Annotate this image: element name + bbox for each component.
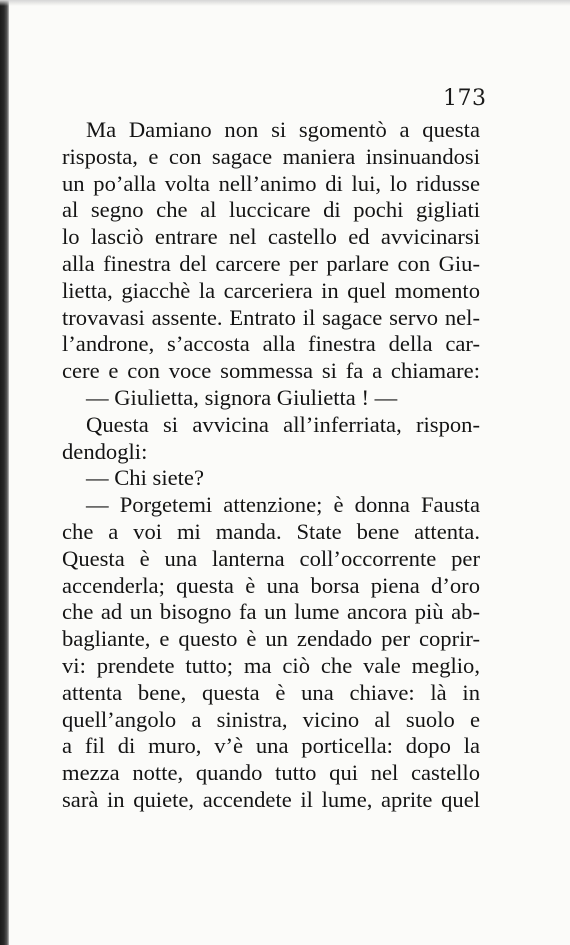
text-line: Questa è una lanterna coll’occorrente per [62, 545, 480, 571]
text-line: sarà in quiete, accendete il lume, aprite quel [62, 786, 480, 812]
text-line: risposta, e con sagace maniera insinuandosi [62, 143, 480, 169]
dialogue-line: — Chi siete? [86, 465, 204, 491]
dialogue-line: — Porgetemi attenzione; è donna Fausta [86, 492, 480, 518]
dialogue-line: — Giulietta, signora Giulietta ! — [86, 384, 398, 410]
text-line: vi: prendete tutto; ma ciò che vale meglio, [62, 652, 480, 678]
text-line: a fil di muro, v’è una porticella: dopo la [62, 733, 480, 759]
text-line: Questa si avvicina all’inferriata, rispon- [86, 411, 480, 437]
text-line: un po’alla volta nell’animo di lui, lo ridusse [62, 170, 480, 196]
book-binding-edge [0, 0, 9, 945]
text-line: che a voi mi manda. State bene attenta. [62, 518, 480, 544]
text-line: alla finestra del carcere per parlare con Giu- [62, 250, 480, 276]
text-line: attenta bene, questa è una chiave: là in [62, 679, 480, 705]
text-line: lo lasciò entrare nel castello ed avvicinarsi [62, 224, 480, 250]
text-line: lietta, giacchè la carceriera in quel momento [62, 277, 480, 303]
text-line: che ad un bisogno fa un lume ancora più ab- [62, 599, 480, 625]
text-line: accenderla; questa è una borsa piena d’oro [62, 572, 480, 598]
text-line: quell’angolo a sinistra, vicino al suolo e [62, 706, 480, 732]
page-top-shadow [0, 0, 570, 6]
text-line: bagliante, e questo è un zendado per coprir- [62, 626, 480, 652]
body-text [62, 117, 480, 814]
text-line: Ma Damiano non si sgomentò a questa [86, 117, 480, 142]
text-line: dendogli: [62, 438, 148, 464]
text-line: l’androne, s’accosta alla finestra della car- [62, 331, 480, 357]
text-line: mezza notte, quando tutto qui nel castello [62, 760, 480, 786]
text-line: cere e con voce sommessa si fa a chiamare: [62, 358, 480, 384]
text-line: al segno che al luccicare di pochi gigliati [62, 197, 480, 223]
page-number: 173 [443, 86, 487, 111]
text-line: trovavasi assente. Entrato il sagace servo nel- [62, 304, 480, 330]
